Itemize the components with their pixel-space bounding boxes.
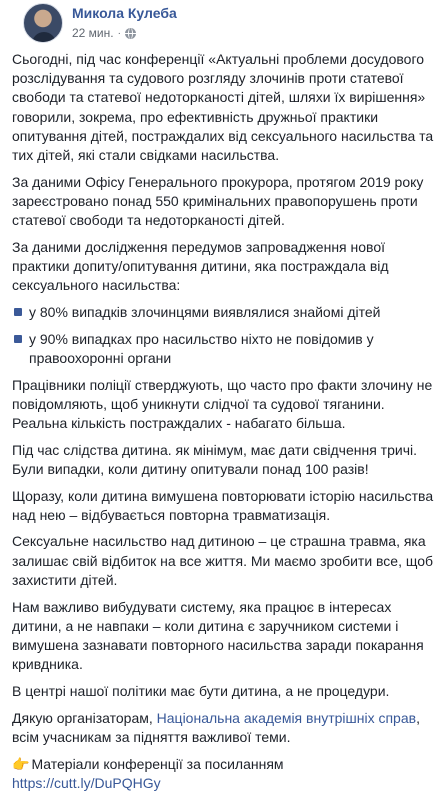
bullet-text-2: у 90% випадках про насильство ніхто не повідомив у правоохоронні органи [29, 330, 374, 366]
materials-link[interactable]: https://cutt.ly/DuPQHGy [12, 774, 161, 791]
paragraph-6: Щоразу, коли дитина вимушена повторювати історію насильства над нею – відбувається повторна травматизація. [12, 487, 434, 523]
paragraph-7: Сексуальне насильство над дитиною – це страшна травма, яка залишає свій відбиток на все життя. Ми маємо зробити все, щоб захистити дітей. [12, 533, 434, 588]
list-item [12, 303, 436, 322]
thanks-text: Дякую організаторам, [12, 709, 157, 726]
meta-separator: · [117, 27, 121, 39]
paragraph-3: За даними дослідження передумов запровадження нової практики допиту/опитування дитини, яка постраждала від сексуального насильства: [12, 238, 389, 294]
author-name[interactable]: Микола Кулеба [72, 5, 177, 21]
paragraph-11 [12, 755, 436, 793]
pointing-right-icon: 👉 [12, 755, 30, 772]
post-meta [72, 26, 136, 40]
list-item [12, 330, 436, 368]
paragraph-4a: Працівники поліції стверджують, що часто про факти злочину не повідомляють, щоб уникнути слідчої та судової тяганини. [12, 376, 433, 412]
blue-square-icon [14, 308, 22, 316]
academy-link[interactable]: Національна академія внутрішніх справ [156, 709, 417, 726]
post-body [12, 50, 436, 800]
avatar[interactable] [23, 3, 63, 43]
paragraph-10 [12, 709, 436, 747]
paragraph-9: В центрі нашої політики має бути дитина, а не процедури. [12, 682, 390, 699]
blue-square-icon [14, 335, 22, 343]
paragraph-5: Під час слідства дитина. як мінімум, має дати свідчення тричі. Були випадки, коли дитину опитували понад 100 разів! [12, 441, 417, 477]
thanks-text-end: , всім учасникам за підняття важливої теми. [12, 709, 420, 745]
timestamp[interactable]: 22 мин. [72, 26, 114, 40]
globe-icon[interactable] [125, 28, 136, 39]
paragraph-2: За даними Офісу Генерального прокурора, протягом 2019 року зареєстровано понад 550 кримінальних правопорушень проти статевої свободи та недоторканості дітей. [12, 173, 424, 229]
paragraph-1: Сьогодні, під час конференції «Актуальні проблеми досудового розслідування та судового розгляду злочинів проти статевої свободи та статевої недоторканості дітей, шляхи їх вирішення» говорили, зокрема, про ефективність дружньої практики опитування дітей, постраждалих від сексуального насильства та тих дітей, які стали свідками насильства. [12, 51, 434, 164]
bullet-text-1: у 80% випадків злочинцями виявлялися знайомі дітей [29, 303, 381, 320]
paragraph-4b: Реальна кількість постраждалих - набагато більша. [12, 414, 346, 431]
post-header [12, 0, 436, 44]
materials-text: Матеріали конференції за посиланням [31, 755, 284, 772]
paragraph-8: Нам важливо вибудувати систему, яка працює в інтересах дитини, а не навпаки – коли дитина є заручником системи і вимушена зазнавати повторного насильства заради покарання кривдника. [12, 598, 424, 673]
